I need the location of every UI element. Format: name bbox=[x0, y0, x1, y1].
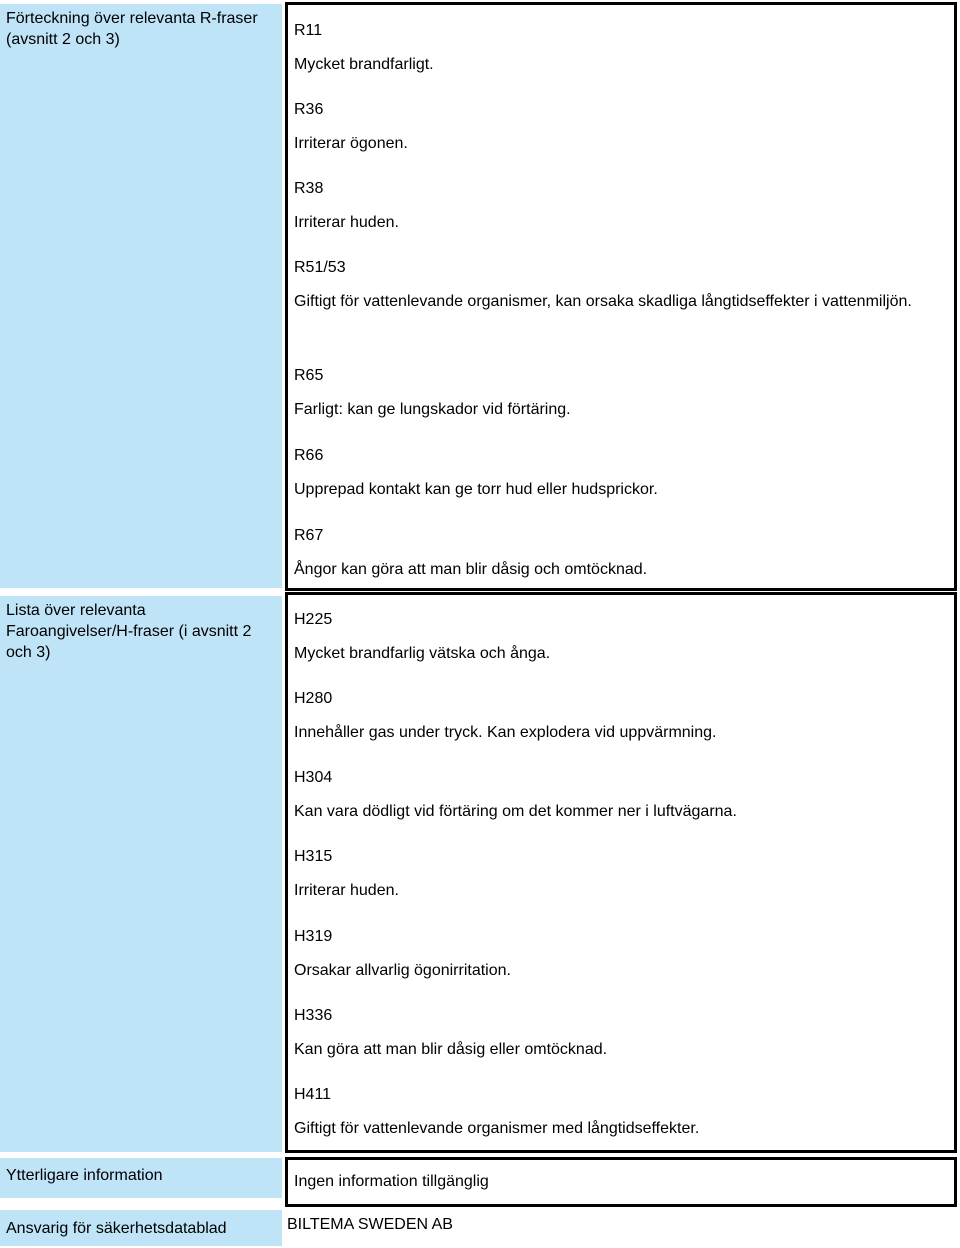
h-phrase-item bbox=[294, 926, 944, 981]
r-phrase-item bbox=[294, 257, 944, 312]
h-phrases-content-cell bbox=[285, 592, 957, 1153]
r-phrases-label-cell bbox=[0, 4, 282, 588]
responsible-value: BILTEMA SWEDEN AB bbox=[287, 1216, 453, 1233]
r-phrase-text: Irriterar ögonen. bbox=[294, 135, 408, 152]
h-phrase-text: Irriterar huden. bbox=[294, 882, 399, 899]
r-phrases-label: Förteckning över relevanta R-fraser (avsnitt 2 och 3) bbox=[6, 10, 258, 48]
h-phrase-code: H315 bbox=[294, 848, 333, 865]
h-phrase-item bbox=[294, 846, 944, 901]
h-phrase-text: Giftigt för vattenlevande organismer med långtidseffekter. bbox=[294, 1120, 700, 1137]
r-phrase-item bbox=[294, 445, 944, 500]
r-phrase-text: Giftigt för vattenlevande organismer, kan orsaka skadliga långtidseffekter i vattenmiljön. bbox=[294, 293, 912, 310]
h-phrase-text: Innehåller gas under tryck. Kan explodera vid uppvärmning. bbox=[294, 724, 717, 741]
h-phrase-item bbox=[294, 688, 944, 743]
h-phrase-text: Kan göra att man blir dåsig eller omtöcknad. bbox=[294, 1041, 608, 1058]
r-phrase-code: R11 bbox=[294, 22, 323, 39]
responsible-label: Ansvarig för säkerhetsdatablad bbox=[6, 1220, 227, 1237]
r-phrase-item bbox=[294, 525, 944, 580]
r-phrase-code: R36 bbox=[294, 101, 324, 118]
r-phrase-code: R38 bbox=[294, 180, 324, 197]
h-phrase-item bbox=[294, 1005, 944, 1060]
additional-info-label-cell bbox=[0, 1158, 282, 1198]
r-phrases-content-cell bbox=[285, 2, 957, 591]
r-phrase-item bbox=[294, 365, 944, 420]
h-phrase-item bbox=[294, 767, 944, 822]
h-phrase-code: H319 bbox=[294, 928, 333, 945]
h-phrase-code: H225 bbox=[294, 611, 333, 628]
h-phrase-code: H304 bbox=[294, 769, 333, 786]
responsible-label-cell bbox=[0, 1210, 282, 1246]
h-phrase-text: Mycket brandfarlig vätska och ånga. bbox=[294, 645, 551, 662]
r-phrase-code: R65 bbox=[294, 367, 324, 384]
r-phrase-text: Ångor kan göra att man blir dåsig och omtöcknad. bbox=[294, 561, 648, 578]
additional-info-value: Ingen information tillgänglig bbox=[294, 1173, 489, 1190]
r-phrase-code: R66 bbox=[294, 447, 324, 464]
r-phrase-text: Upprepad kontakt kan ge torr hud eller hudsprickor. bbox=[294, 481, 658, 498]
h-phrase-text: Orsakar allvarlig ögonirritation. bbox=[294, 962, 511, 979]
h-phrase-item bbox=[294, 1084, 944, 1139]
additional-info-content-cell bbox=[285, 1157, 957, 1207]
r-phrase-item bbox=[294, 99, 944, 154]
h-phrase-item bbox=[294, 609, 944, 664]
h-phrases-label-cell bbox=[0, 596, 282, 1152]
h-phrases-label: Lista över relevanta Faroangivelser/H-fraser (i avsnitt 2 och 3) bbox=[6, 602, 252, 661]
r-phrase-text: Irriterar huden. bbox=[294, 214, 399, 231]
r-phrase-text: Mycket brandfarligt. bbox=[294, 56, 434, 73]
r-phrase-code: R67 bbox=[294, 527, 324, 544]
h-phrase-code: H280 bbox=[294, 690, 333, 707]
h-phrase-code: H336 bbox=[294, 1007, 333, 1024]
h-phrase-text: Kan vara dödligt vid förtäring om det kommer ner i luftvägarna. bbox=[294, 803, 737, 820]
r-phrase-text: Farligt: kan ge lungskador vid förtäring. bbox=[294, 401, 571, 418]
r-phrase-item bbox=[294, 20, 944, 75]
r-phrase-item bbox=[294, 178, 944, 233]
h-phrase-code: H411 bbox=[294, 1086, 332, 1103]
r-phrase-code: R51/53 bbox=[294, 259, 346, 276]
additional-info-label: Ytterligare information bbox=[6, 1167, 163, 1184]
